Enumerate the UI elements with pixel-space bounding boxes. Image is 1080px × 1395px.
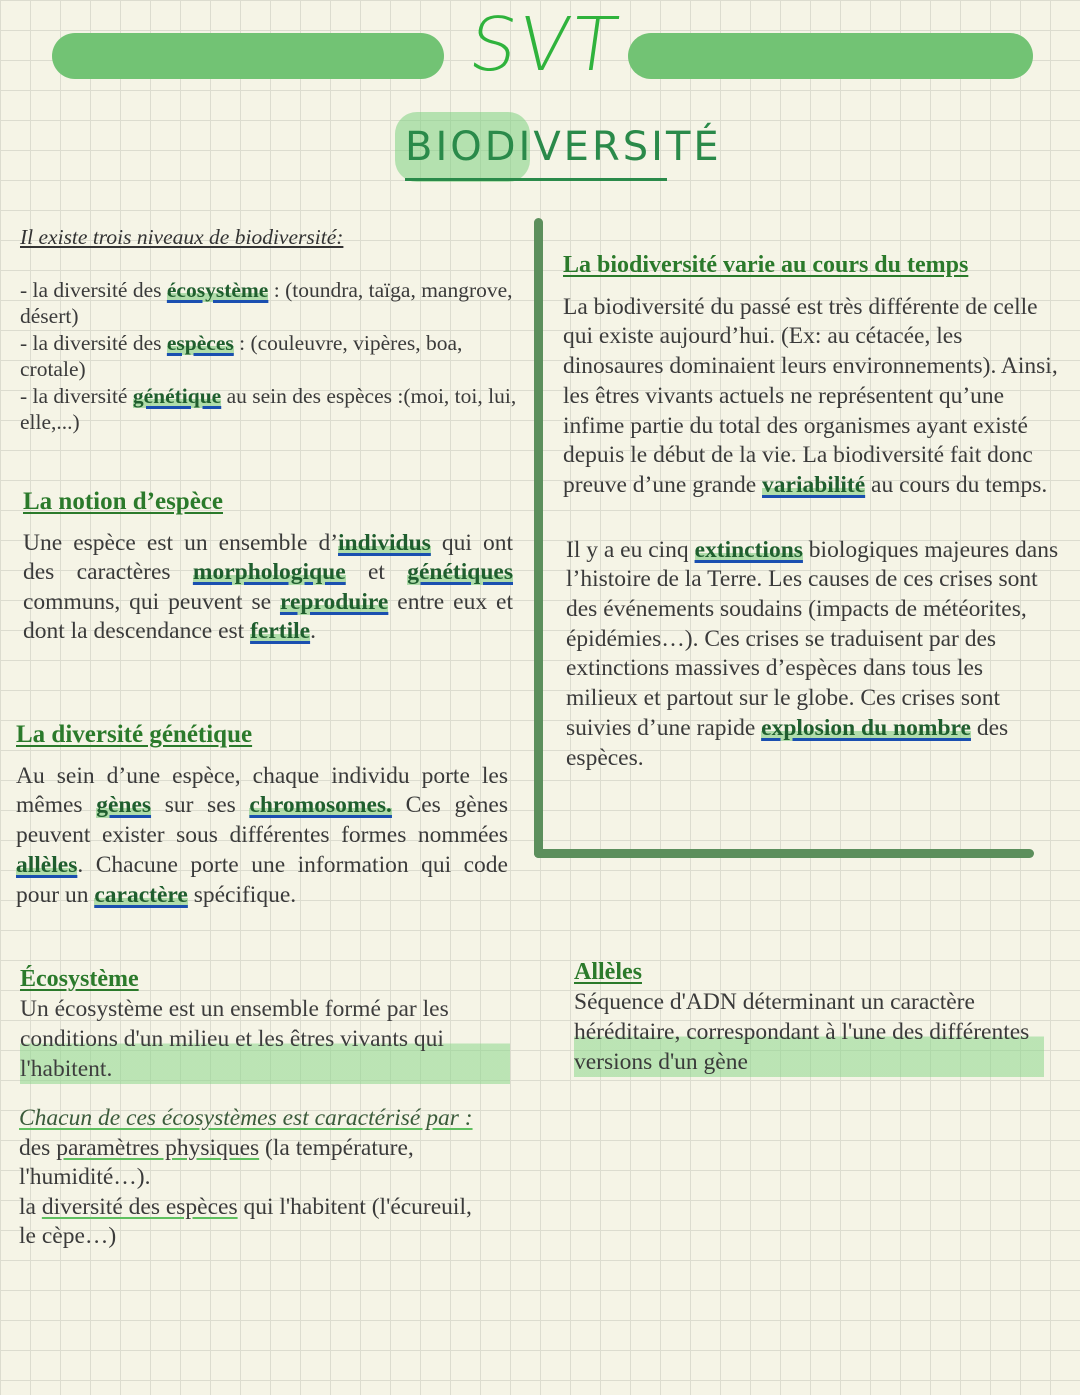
- temps-text: des espèces.: [566, 714, 1009, 771]
- vertical-divider: [534, 218, 543, 858]
- keyword-especes: espèces: [166, 330, 234, 355]
- genetique-text-part: . Chacune porte une information qui code pour un: [16, 851, 508, 908]
- level-text: : (toundra, taïga, mangrove, désert): [20, 277, 513, 328]
- keyword-morphologique: morphologique: [192, 559, 346, 586]
- page-subtitle: BIODIVERSITÉ: [405, 124, 722, 170]
- alleles-heading: Allèles: [574, 959, 642, 985]
- keyword-caractere: caractère: [94, 881, 188, 908]
- espece-text-part: et: [345, 559, 408, 586]
- genetique-text-part: Ces gènes peuvent exister sous différentes formes nommées: [16, 792, 508, 849]
- temps-section: [563, 251, 1060, 773]
- keyword-variabilite: variabilité: [762, 471, 866, 498]
- caracterise-section: [19, 1104, 479, 1252]
- level-text: au sein des espèces :(moi, toi, lui, elle,...): [20, 383, 517, 434]
- temps-text: au cours du temps.: [865, 471, 1048, 498]
- underlined-diversite-especes: diversité des espèces: [41, 1193, 238, 1220]
- level-item-ecosystem: [20, 277, 520, 330]
- genetique-section: [16, 720, 508, 910]
- keyword-reproduire: reproduire: [279, 588, 389, 615]
- espece-heading: La notion d’espèce: [23, 488, 223, 515]
- right-header-bar: [628, 33, 1033, 79]
- caracterise-text: qui l'habitent (l'écureuil, le cèpe…): [19, 1193, 472, 1249]
- left-header-bar: [52, 33, 444, 79]
- horizontal-divider: [534, 849, 1034, 858]
- espece-text-part: .: [310, 618, 316, 645]
- genetique-text-part: sur ses: [151, 792, 250, 819]
- keyword-individus: individus: [338, 529, 431, 556]
- caracterise-text: la: [19, 1193, 42, 1220]
- genetique-text-part: Au sein d’une espèce, chaque individu porte les mêmes: [16, 762, 508, 819]
- genetique-text-part: spécifique.: [187, 881, 297, 908]
- keyword-genetique: génétique: [132, 383, 222, 408]
- level-text: - la diversité des: [20, 277, 167, 302]
- subtitle-underline: [405, 178, 667, 181]
- keyword-alleles: allèles: [16, 851, 78, 878]
- caracterise-item-especes: [19, 1193, 479, 1252]
- espece-text-part: qui ont des caractères: [23, 529, 513, 586]
- alleles-section: [574, 957, 1044, 1077]
- keyword-extinctions: extinctions: [694, 536, 803, 563]
- level-text: - la diversité des: [20, 330, 167, 355]
- keyword-chromosomes: chromosomes.: [249, 792, 392, 819]
- caracterise-heading: Chacun de ces écosystèmes est caractérisé par :: [19, 1105, 473, 1131]
- genetique-heading: La diversité génétique: [16, 721, 253, 748]
- ecosysteme-definition: Un écosystème est un ensemble formé par les conditions d'un milieu et les êtres vivants qui l'habitent.: [20, 994, 510, 1084]
- alleles-definition: Séquence d'ADN déterminant un caractère héréditaire, correspondant à l'une des différentes versions d'un gène: [574, 987, 1044, 1077]
- ecosysteme-section: [20, 964, 510, 1084]
- levels-section: [20, 224, 520, 436]
- caracterise-text: (la température, l'humidité…).: [19, 1134, 414, 1190]
- espece-text-part: entre eux et dont la descendance est: [23, 588, 513, 645]
- espece-text-part: communs, qui peuvent se: [23, 588, 280, 615]
- ecosysteme-heading: Écosystème: [20, 966, 139, 992]
- temps-text: Il y a eu cinq: [566, 536, 695, 563]
- temps-paragraph-2: [566, 536, 1060, 774]
- level-item-genetic: [20, 383, 520, 436]
- keyword-explosion-du-nombre: explosion du nombre: [761, 714, 971, 741]
- temps-text: La biodiversité du passé est très différente de celle qui existe aujourd’hui. (Ex: au cétacée, les dinosaures dominaient leurs environnements). Ainsi, les êtres vivants actuels ne représentent qu’une infime partie du total des organismes ayant existé depuis le début de la vie. La biodiversité fait donc preuve d’une grande: [563, 293, 1058, 498]
- keyword-fertile: fertile: [250, 618, 311, 645]
- temps-heading: La biodiversité varie au cours du temps: [563, 252, 969, 278]
- keyword-ecosysteme: écosystème: [166, 277, 269, 302]
- level-text: - la diversité: [20, 383, 133, 408]
- espece-text: [23, 529, 513, 647]
- keyword-genes: gènes: [96, 792, 152, 819]
- underlined-parametres-physiques: paramètres physiques: [56, 1134, 260, 1161]
- temps-paragraph-1: [563, 293, 1060, 501]
- level-item-species: [20, 330, 520, 383]
- genetique-text: [16, 762, 508, 911]
- espece-text-part: Une espèce est un ensemble d’: [23, 529, 339, 556]
- caracterise-text: des: [19, 1134, 57, 1161]
- levels-heading: Il existe trois niveaux de biodiversité:: [20, 225, 344, 249]
- page-title: SVT: [463, 2, 625, 88]
- temps-text: biologiques majeures dans l’histoire de la Terre. Les causes de ces crises sont des événements soudains (impacts de météorites, épidémies…). Ces crises se traduisent par des extinctions massives d’espèces dans tous les milieux et partout sur le globe. Ces crises sont suivies d’une rapide: [566, 536, 1059, 741]
- level-text: : (couleuvre, vipères, boa, crotale): [20, 330, 463, 381]
- espece-section: [23, 487, 513, 647]
- keyword-genetiques: génétiques: [407, 559, 513, 586]
- caracterise-item-physique: [19, 1134, 479, 1193]
